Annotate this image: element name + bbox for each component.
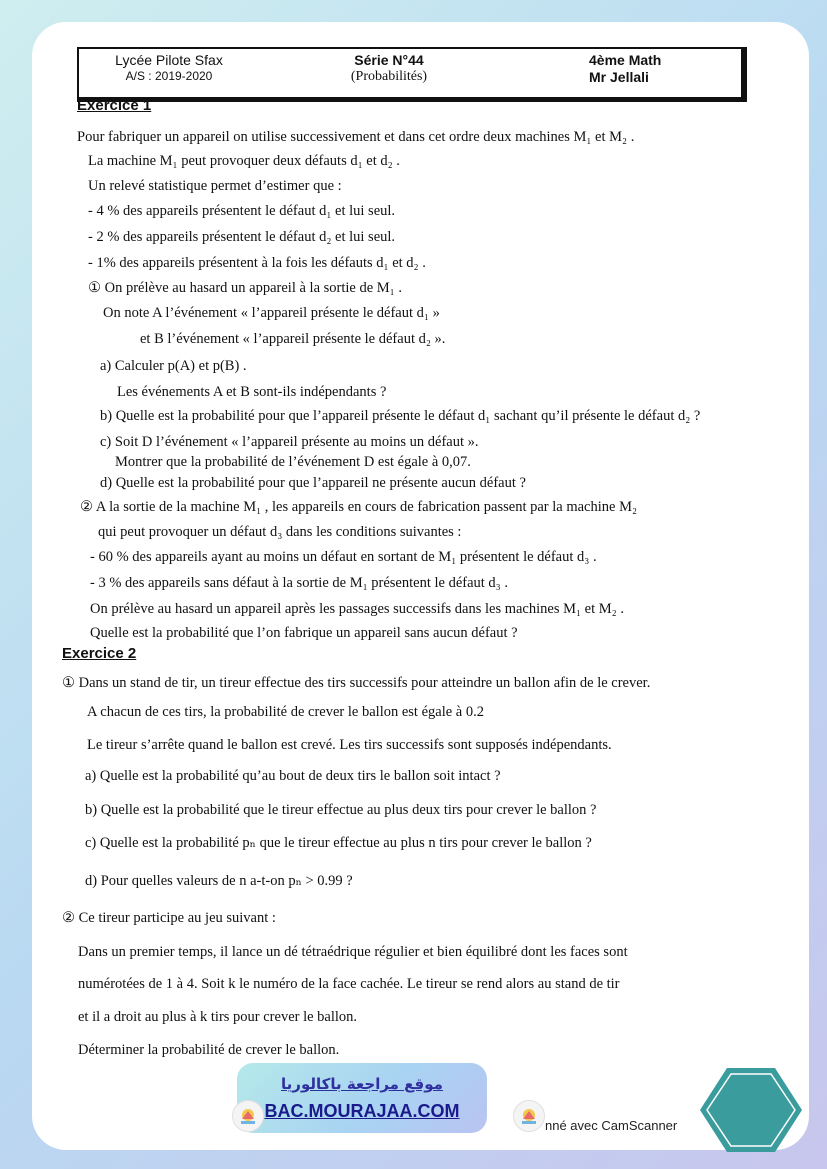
- ex1-line: Pour fabriquer un appareil on utilise successivement et dans cet ordre deux machines M₁ et M₂ .: [77, 129, 635, 145]
- teacher-name: Mr Jellali: [589, 69, 649, 85]
- series-topic: (Probabilités): [350, 69, 428, 84]
- school-name: Lycée Pilote Sfax: [115, 52, 223, 68]
- exercise1-title: Exercice 1: [77, 97, 152, 114]
- exercise2-title: Exercice 2: [62, 645, 137, 662]
- ex1-line: ① On prélève au hasard un appareil à la sortie de M₁ .: [88, 280, 402, 296]
- ex1-line: On note A l’événement « l’appareil présente le défaut d₁ »: [103, 305, 440, 321]
- ex1-line: a) Calculer p(A) et p(B) .: [100, 358, 247, 374]
- ex2-line: a) Quelle est la probabilité qu’au bout de deux tirs le ballon soit intact ?: [85, 768, 501, 784]
- site-banner[interactable]: [237, 1063, 487, 1133]
- ex1-line: b) Quelle est la probabilité pour que l’appareil présente le défaut d₁ sachant qu’il présente le défaut d₂ ?: [100, 408, 701, 424]
- class-level: 4ème Math: [589, 52, 662, 68]
- ex2-line: numérotées de 1 à 4. Soit k le numéro de la face cachée. Le tireur se rend alors au stand de tir: [78, 976, 620, 992]
- header-left: [99, 52, 239, 83]
- ex1-line: d) Quelle est la probabilité pour que l’appareil ne présente aucun défaut ?: [100, 475, 526, 491]
- series-title: Série N°44: [354, 52, 424, 68]
- banner-arabic-title: موقع مراجعة باكالوريا: [281, 1075, 443, 1093]
- ex1-line: et B l’événement « l’appareil présente le défaut d₂ ».: [140, 331, 446, 347]
- header-box: [77, 47, 747, 102]
- ex1-line: On prélève au hasard un appareil après les passages successifs dans les machines M₁ et M₂ .: [90, 601, 624, 617]
- ex1-line: Quelle est la probabilité que l’on fabrique un appareil sans aucun défaut ?: [90, 625, 518, 641]
- ex1-line: c) Soit D l’événement « l’appareil présente au moins un défaut ».: [100, 434, 479, 450]
- ex1-line: - 3 % des appareils sans défaut à la sortie de M₁ présentent le défaut d₃ .: [90, 575, 508, 591]
- ex2-line: b) Quelle est la probabilité que le tireur effectue au plus deux tirs pour crever le ballon ?: [85, 802, 597, 818]
- ex1-line: Les événements A et B sont-ils indépendants ?: [117, 384, 387, 400]
- ex2-line: ② Ce tireur participe au jeu suivant :: [62, 910, 276, 926]
- ex1-line: - 1% des appareils présentent à la fois les défauts d₁ et d₂ .: [88, 255, 426, 271]
- ex1-line: - 60 % des appareils ayant au moins un défaut en sortant de M₁ présentent le défaut d₃ .: [90, 549, 597, 565]
- ex1-line: La machine M₁ peut provoquer deux défauts d₁ et d₂ .: [88, 153, 400, 169]
- header-right: [589, 52, 709, 85]
- ex1-line: ② A la sortie de la machine M₁ , les appareils en cours de fabrication passent par la machine M₂: [80, 499, 638, 515]
- header-center: [329, 52, 449, 85]
- ex2-line: Le tireur s’arrête quand le ballon est crevé. Les tirs successifs sont supposés indépendants.: [87, 737, 612, 753]
- school-year: A/S : 2019-2020: [125, 69, 213, 83]
- ex1-line: - 4 % des appareils présentent le défaut d₁ et lui seul.: [88, 203, 396, 219]
- ex2-line: A chacun de ces tirs, la probabilité de crever le ballon est égale à 0.2: [87, 704, 484, 720]
- ex2-line: Dans un premier temps, il lance un dé tétraédrique régulier et bien équilibré dont les faces sont: [78, 944, 628, 960]
- ex2-line: d) Pour quelles valeurs de n a-t-on pₙ > 0.99 ?: [85, 873, 353, 889]
- ex1-line: - 2 % des appareils présentent le défaut d₂ et lui seul.: [88, 229, 396, 245]
- camscanner-watermark: nné avec CamScanner: [545, 1118, 678, 1133]
- document-sheet: [32, 22, 809, 1150]
- ex1-line: Un relevé statistique permet d’estimer que :: [88, 178, 342, 194]
- bac-science-logo: [697, 1065, 805, 1155]
- ex1-line: qui peut provoquer un défaut d₃ dans les conditions suivantes :: [98, 524, 462, 540]
- site-logo-right-icon: [513, 1100, 545, 1132]
- ex2-line: ① Dans un stand de tir, un tireur effectue des tirs successifs pour atteindre un ballon afin de le crever.: [62, 675, 651, 691]
- ex2-line: et il a droit au plus à k tirs pour crever le ballon.: [78, 1009, 358, 1025]
- banner-site-link[interactable]: BAC.MOURAJAA.COM: [264, 1101, 460, 1121]
- ex1-line: Montrer que la probabilité de l’événement D est égale à 0,07.: [115, 454, 471, 470]
- site-logo-left-icon: [232, 1100, 264, 1132]
- ex2-line: c) Quelle est la probabilité pₙ que le tireur effectue au plus n tirs pour crever le ballon ?: [85, 835, 592, 851]
- ex2-line: Déterminer la probabilité de crever le ballon.: [78, 1042, 340, 1058]
